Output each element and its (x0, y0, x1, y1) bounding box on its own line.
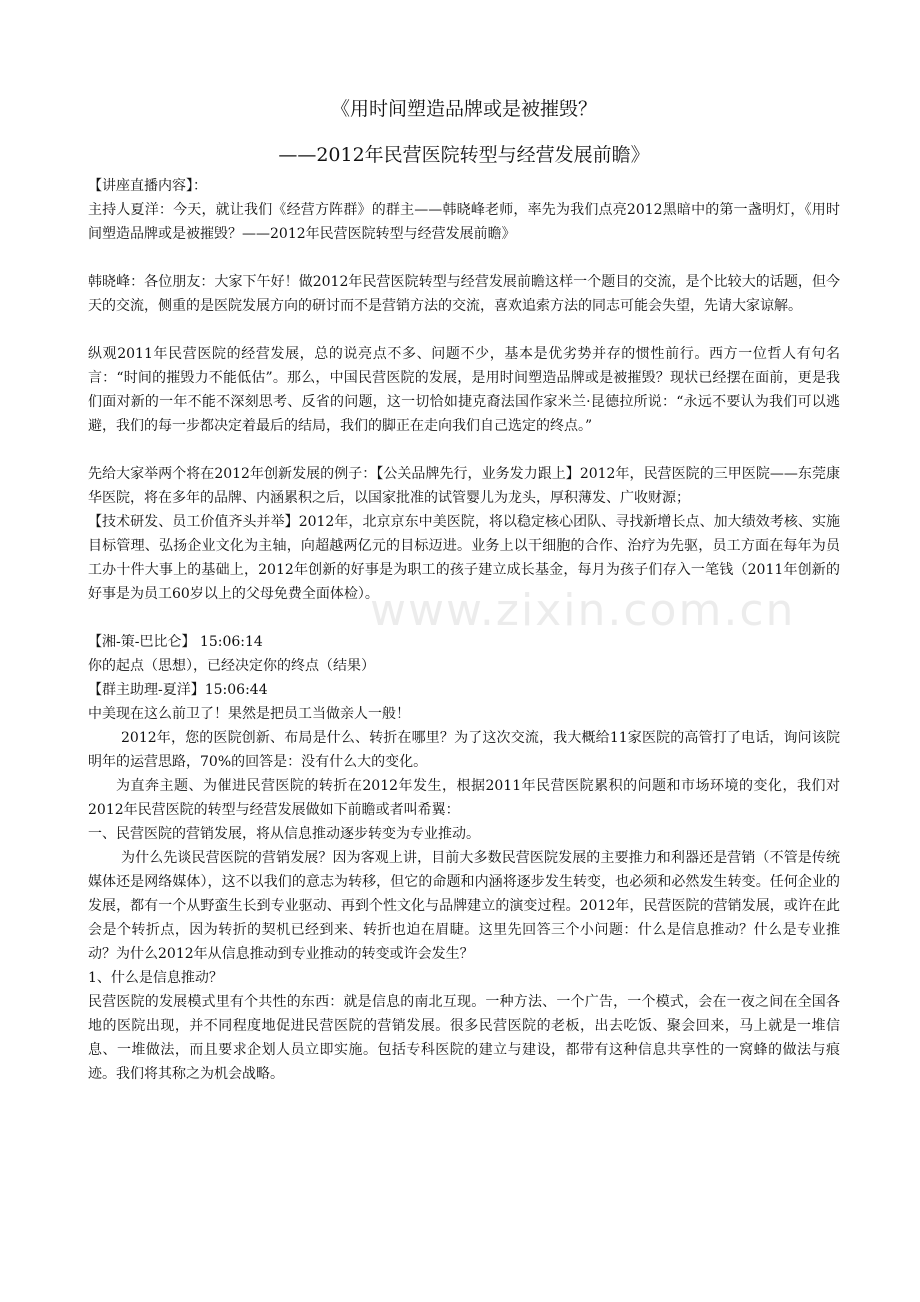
host-intro-paragraph: 主持人夏洋：今天，就让我们《经营方阵群》的群主——韩晓峰老师，率先为我们点亮2012黑暗中的第一盏明灯，《用时间塑造品牌或是被摧毁？——2012年民营医院转型与经营发展前瞻》 (88, 202, 840, 242)
paragraph-gap (88, 246, 840, 270)
survey-paragraph: 2012年，您的医院创新、布局是什么、转折在哪里？为了这次交流，我大概给11家医院的高管打了电话，询问该院明年的运营思路，70%的回答是：没有什么大的变化。 (88, 730, 840, 770)
example1-paragraph: 先给大家举两个将在2012年创新发展的例子：【公关品牌先行，业务发力跟上】2012年，民营医院的三甲医院——东莞康华医院，将在多年的品牌、内涵累积之后，以国家批准的试管婴儿为龙头，厚积薄发、广收财源； (88, 466, 840, 506)
sub1-body: 民营医院的发展模式里有个共性的东西：就是信息的南北互现。一种方法、一个广告，一个模式，会在一夜之间在全国各地的医院出现，并不同程度地促进民营医院的营销发展。很多民营医院的老板，出去吃饭、聚会回来，马上就是一堆信息、一堆做法，而且要求企划人员立即实施。包括专科医院的建立与建设，都带有这种信息共享性的一窝蜂的做法与痕迹。我们将其称之为机会战略。 (88, 994, 840, 1082)
paragraph-gap (88, 318, 840, 342)
overview-paragraph: 纵观2011年民营医院的经营发展，总的说亮点不多、问题不少，基本是优劣势并存的惯性前行。西方一位哲人有句名言：“时间的摧毁力不能低估”。那么，中国民营医院的发展，是用时间塑造品牌或是被摧毁？现状已经摆在面前，更是我们面对新的一年不能不深刻思考、反省的问题，这一切恰如捷克裔法国作家米兰·昆德拉所说：“永远不要认为我们可以逃避，我们的每一步都决定着最后的结局，我们的脚正在走向我们自己选定的终点。” (88, 346, 840, 434)
speaker-opening-paragraph: 韩晓峰：各位朋友：大家下午好！做2012年民营医院转型与经营发展前瞻这样一个题目的交流，是个比较大的话题，但今天的交流，侧重的是医院发展方向的研讨而不是营销方法的交流，喜欢追索方法的同志可能会失望，先请大家谅解。 (88, 274, 840, 314)
watermark: www.zixin.com.cn (370, 585, 796, 636)
document-title-line2: ——2012年民营医院转型与经营发展前瞻》 (278, 144, 650, 166)
document-page (88, 92, 840, 1086)
paragraph-gap (88, 438, 840, 462)
example2-paragraph: 【技术研发、员工价值齐头并举】2012年，北京京东中美医院，将以稳定核心团队、寻找新增长点、加大绩效考核、实施目标管理、弘扬企业文化为主轴，向超越两亿元的目标迈进。业务上以干细胞的合作、治疗为先驱，员工方面在每年为员工办十件大事上的基础上，2012年创新的好事是为职工的孩子建立成长基金，每月为孩子们存入一笔钱（2011年创新的好事是为员工60岁以上的父母免费全面体检）。 (88, 514, 840, 602)
chat1-message: 你的起点（思想），已经决定你的终点（结果） (88, 658, 375, 674)
sub1-heading: 1、什么是信息推动？ (88, 970, 223, 986)
chat2-message: 中美现在这么前卫了！果然是把员工当做亲人一般！ (88, 706, 410, 722)
point1-heading: 一、民营医院的营销发展，将从信息推动逐步转变为专业推动。 (88, 826, 480, 842)
document-title-line1: 《用时间塑造品牌或是被摧毁？ (330, 98, 597, 120)
chat2-header: 【群主助理-夏洋】15:06:44 (88, 682, 268, 698)
chat1-header: 【湘-策-巴比仑】 15:06:14 (88, 634, 263, 650)
paragraph-gap (88, 606, 840, 630)
purpose-paragraph: 为直奔主题、为催进民营医院的转折在2012年发生，根据2011年民营医院累积的问题和市场环境的变化，我们对2012年民营医院的转型与经营发展做如下前瞻或者叫希翼： (88, 778, 840, 818)
point1-body: 为什么先谈民营医院的营销发展？因为客观上讲，目前大多数民营医院发展的主要推力和利器还是营销（不管是传统媒体还是网络媒体），这不以我们的意志为转移，但它的命题和内涵将逐步发生转变，也必须和必然发生转变。任何企业的发展，都有一个从野蛮生长到专业驱动、再到个性文化与品牌建立的演变过程。2012年，民营医院的营销发展，或许在此会是个转折点，因为转折的契机已经到来、转折也迫在眉睫。这里先回答三个小问题：什么是信息推动？什么是专业推动？为什么2012年从信息推动到专业推动的转变或许会发生？ (88, 850, 840, 962)
section-label: 【讲座直播内容】： (88, 178, 207, 194)
